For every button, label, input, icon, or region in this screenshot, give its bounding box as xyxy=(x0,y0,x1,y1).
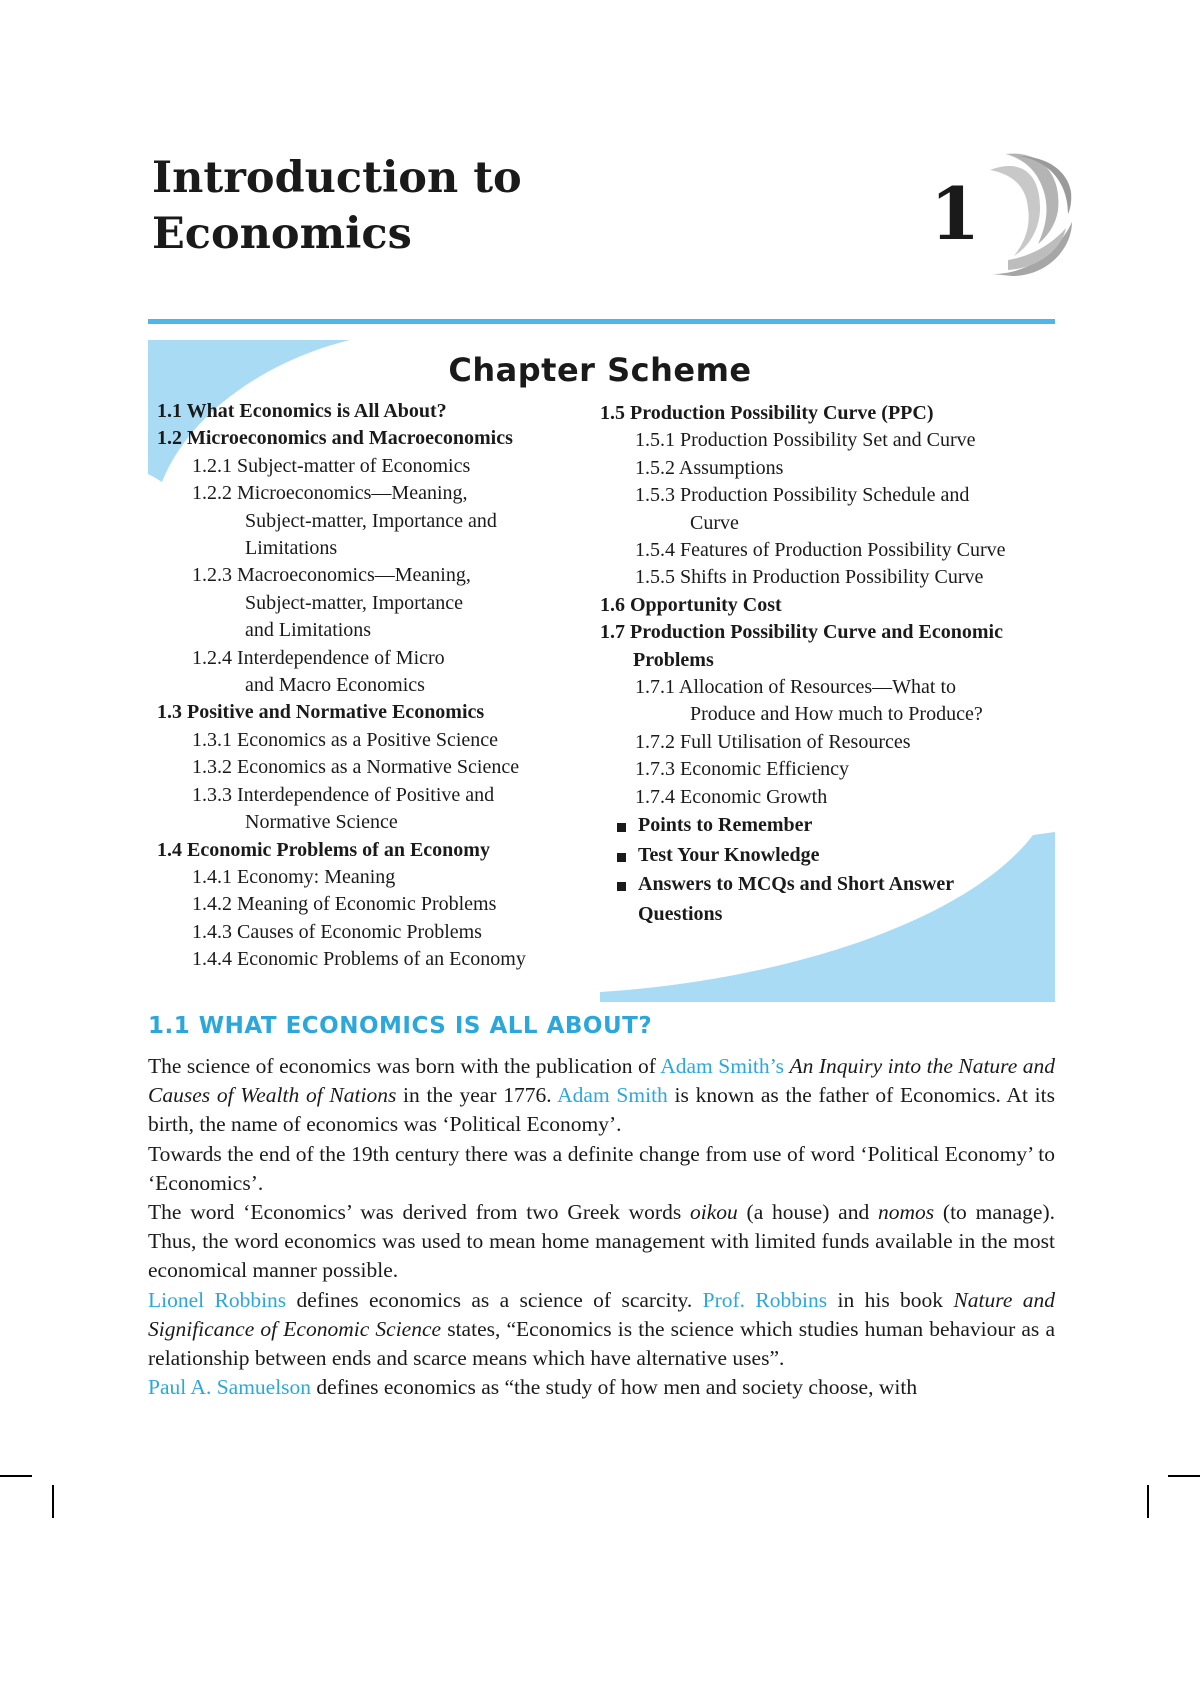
toc-item: 1.1 What Economics is All About? xyxy=(157,400,447,422)
chapter-title-line-2: Economics xyxy=(152,209,412,259)
toc-bullet-label: Answers to MCQs and Short Answer xyxy=(638,873,955,896)
toc-bullet-label: Questions xyxy=(638,902,723,925)
toc-item: 1.4 Economic Problems of an Economy xyxy=(157,838,490,861)
toc-item: 1.6 Opportunity Cost xyxy=(600,593,782,616)
toc-item: 1.2.4 Interdependence of Micro xyxy=(192,646,445,669)
paragraph xyxy=(148,1052,1055,1140)
greek-word: nomos xyxy=(877,1200,935,1225)
text-run: (to manage). Thus, the word economics was used to mean home management with limited funds available in the most economical manner possible. xyxy=(148,1200,1055,1283)
toc-bullet-item xyxy=(600,811,1055,841)
toc-item: 1.4.2 Meaning of Economic Problems xyxy=(192,893,497,916)
square-bullet-icon xyxy=(617,823,626,832)
section-body xyxy=(148,1052,1055,1402)
toc-item-continued: Problems xyxy=(633,648,714,671)
paragraph xyxy=(148,1198,1055,1286)
toc-item: 1.5.4 Features of Production Possibility Curve xyxy=(635,539,1006,562)
scheme-right-column xyxy=(600,400,1055,929)
toc-item-continued: Normative Science xyxy=(245,811,398,834)
toc-item: 1.5 Production Possibility Curve (PPC) xyxy=(600,402,934,424)
crop-mark xyxy=(1168,1475,1200,1477)
chapter-number: 1 xyxy=(930,171,981,256)
toc-bullet-item xyxy=(600,841,1055,871)
name-link[interactable]: Paul A. Samuelson xyxy=(148,1375,312,1400)
paragraph xyxy=(148,1373,1055,1402)
book-title: An Inquiry into the Nature and Causes of Wealth of Nations xyxy=(148,1054,1056,1108)
text-run: (a house) and xyxy=(737,1200,878,1225)
toc-item-continued: Subject-matter, Importance and xyxy=(245,509,497,532)
text-run: states, “Economics is the science which studies human behaviour as a relationship between ends and scarce means which have alternative uses”. xyxy=(148,1316,1055,1371)
toc-item: 1.2.1 Subject-matter of Economics xyxy=(192,454,471,477)
greek-word: oikou xyxy=(689,1200,738,1225)
crop-mark xyxy=(0,1475,32,1477)
toc-item-continued: and Macro Economics xyxy=(245,674,425,697)
toc-item: 1.2.3 Macroeconomics—Meaning, xyxy=(192,564,471,587)
toc-item: 1.2 Microeconomics and Macroeconomics xyxy=(157,427,513,450)
toc-item: 1.3 Positive and Normative Economics xyxy=(157,701,485,724)
book-title: Nature and Significance of Economic Science xyxy=(148,1287,1055,1341)
toc-item: 1.5.1 Production Possibility Set and Curve xyxy=(635,429,976,452)
toc-item: 1.7.2 Full Utilisation of Resources xyxy=(635,730,911,753)
crop-mark xyxy=(1147,1485,1149,1518)
name-link[interactable]: Prof. Robbins xyxy=(702,1287,828,1312)
name-link[interactable]: Lionel Robbins xyxy=(148,1287,287,1312)
text-run: The science of economics was born with the publication of xyxy=(148,1054,661,1078)
chapter-title xyxy=(152,150,522,262)
chapter-scheme-title: Chapter Scheme xyxy=(448,351,752,389)
toc-bullet-label: Test Your Knowledge xyxy=(638,843,820,866)
toc-item: 1.3.3 Interdependence of Positive and xyxy=(192,783,495,806)
square-bullet-icon xyxy=(617,853,626,862)
toc-item: 1.3.2 Economics as a Normative Science xyxy=(192,756,520,779)
toc-item: 1.5.5 Shifts in Production Possibility Curve xyxy=(635,566,984,589)
scheme-left-column xyxy=(157,398,587,974)
toc-item: 1.7.4 Economic Growth xyxy=(635,785,828,808)
toc-item: 1.7.1 Allocation of Resources—What to xyxy=(635,676,957,699)
name-link[interactable]: Adam Smith’s xyxy=(660,1054,784,1078)
name-link[interactable]: Adam Smith xyxy=(557,1083,668,1108)
text-run: defines economics as a science of scarcity. xyxy=(286,1287,703,1312)
toc-item: 1.4.3 Causes of Economic Problems xyxy=(192,920,482,943)
text-run: is known as the father of Economics. At its birth, the name of economics was ‘Political Economy’. xyxy=(148,1083,1055,1137)
text-run: in the year 1776. xyxy=(396,1083,558,1108)
toc-item: 1.4.1 Economy: Meaning xyxy=(192,865,396,888)
chapter-title-line-1: Introduction to xyxy=(152,153,522,203)
toc-item: 1.7.3 Economic Efficiency xyxy=(635,758,850,781)
toc-item: 1.7 Production Possibility Curve and Economic xyxy=(600,621,1003,644)
text-run: The word ‘Economics’ was derived from two Greek words xyxy=(148,1200,690,1225)
paragraph xyxy=(148,1286,1055,1374)
crop-mark xyxy=(52,1485,54,1518)
toc-item: 1.5.2 Assumptions xyxy=(635,456,784,479)
toc-bullet-item-continued xyxy=(600,900,1055,930)
toc-item: 1.2.2 Microeconomics—Meaning, xyxy=(192,482,468,505)
square-bullet-icon xyxy=(617,882,626,891)
toc-item-continued: Curve xyxy=(690,511,739,534)
toc-item-continued: Subject-matter, Importance xyxy=(245,591,463,614)
text-run: defines economics as “the study of how men and society choose, with xyxy=(311,1375,918,1400)
toc-item: 1.5.3 Production Possibility Schedule and xyxy=(635,484,970,507)
toc-bullet-label: Points to Remember xyxy=(638,814,813,837)
chapter-swoosh-icon xyxy=(988,152,1074,277)
toc-item-continued: Limitations xyxy=(245,537,338,560)
section-heading: 1.1 WHAT ECONOMICS IS ALL ABOUT? xyxy=(148,1013,653,1039)
toc-item-continued: and Limitations xyxy=(245,619,372,642)
text-run: in his book xyxy=(827,1287,954,1312)
toc-bullet-item xyxy=(600,870,1055,900)
toc-item: 1.3.1 Economics as a Positive Science xyxy=(192,728,499,751)
toc-item: 1.4.4 Economic Problems of an Economy xyxy=(192,948,526,971)
toc-item-continued: Produce and How much to Produce? xyxy=(690,703,983,726)
paragraph: Towards the end of the 19th century there was a definite change from use of word ‘Political Economy’ to ‘Economics’. xyxy=(148,1141,1055,1195)
